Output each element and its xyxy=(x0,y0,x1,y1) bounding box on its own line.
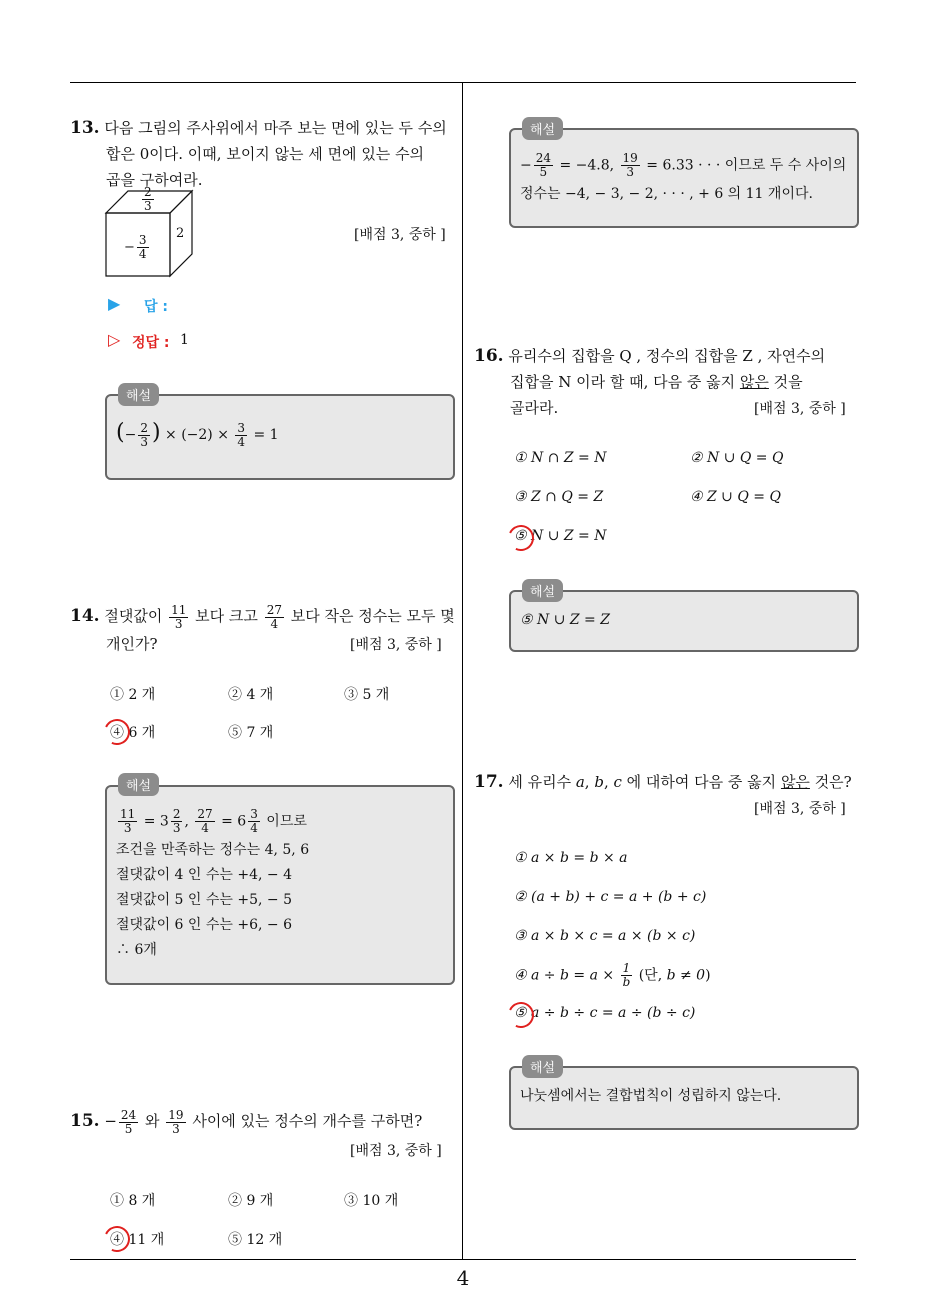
q14-number: 14. xyxy=(70,606,100,626)
q13-correct-label: 정답 : xyxy=(132,335,170,351)
q16-line3: 골라라. xyxy=(510,399,559,417)
q17-option-2[interactable]: ② (a + b) + c = a + (b + c) xyxy=(514,889,707,905)
q15-number: 15. xyxy=(70,1111,100,1131)
q13-line1: 13. 다음 그림의 주사위에서 마주 보는 면에 있는 두 수의 xyxy=(70,118,447,138)
q14-option-2[interactable]: ② 4 개 xyxy=(228,687,274,703)
q17-explain: 나눗셈에서는 결합법칙이 성립하지 않는다. xyxy=(520,1088,782,1104)
q16-score: [배점 3, 중하 ] xyxy=(754,401,846,417)
bottom-rule xyxy=(70,1259,856,1260)
page-number: 4 xyxy=(456,1266,470,1290)
q14-explain-line2: 조건을 만족하는 정수는 4, 5, 6 xyxy=(116,842,310,858)
q13-line2: 합은 0이다. 이때, 보이지 않는 세 면에 있는 수의 xyxy=(106,145,425,163)
top-rule xyxy=(70,82,856,83)
cube-top-label: $\frac{2}{3}$ xyxy=(144,185,152,213)
q15-explain-line2: 정수는 −4, − 3, − 2, · · · , + 6 의 11 개이다. xyxy=(520,186,813,202)
q17-option-1[interactable]: ① a × b = b × a xyxy=(514,850,628,866)
q14-option-1[interactable]: ① 2 개 xyxy=(110,687,156,703)
q14-explain-tag: 해설 xyxy=(118,773,159,796)
q14-option-5[interactable]: ⑤ 7 개 xyxy=(228,725,274,741)
q16-option-2[interactable]: ② N ∪ Q = Q xyxy=(690,450,784,466)
cube-right-label: 2 xyxy=(176,226,185,241)
q14-option-4[interactable]: ④ 6 개 xyxy=(110,725,156,741)
q13-score: [배점 3, 중하 ] xyxy=(354,227,446,243)
q17-option-3[interactable]: ③ a × b × c = a × (b × c) xyxy=(514,928,696,944)
q17-score: [배점 3, 중하 ] xyxy=(754,801,846,817)
q17-number: 17. xyxy=(474,772,504,792)
q15-explain-tag: 해설 xyxy=(522,117,563,140)
q13-explain-tag: 해설 xyxy=(118,383,159,406)
q16-number: 16. xyxy=(474,346,504,366)
q15-answer-mark-icon xyxy=(100,1222,133,1255)
correct-arrow-icon: ▷ xyxy=(108,330,121,349)
q13-number: 13. xyxy=(70,118,100,138)
q13-explain: (− $\frac{2}{3}$ ) × (−2) × $\frac{3}{4}$ = 1 xyxy=(116,420,279,449)
q17-answer-mark-icon xyxy=(504,998,537,1031)
q14-line2: 개인가? xyxy=(106,635,158,653)
cube-front-label: − $\frac{3}{4}$ xyxy=(124,233,147,261)
column-divider xyxy=(462,82,463,1260)
q17-line1: 17. 세 유리수 a, b, c 에 대하여 다음 중 옳지 않은 것은? xyxy=(474,772,852,792)
q15-option-5[interactable]: ⑤ 12 개 xyxy=(228,1232,283,1248)
q17-explain-tag: 해설 xyxy=(522,1055,563,1078)
q16-option-3[interactable]: ③ Z ∩ Q = Z xyxy=(514,489,604,505)
q17-option-5[interactable]: ⑤ a ÷ b ÷ c = a ÷ (b ÷ c) xyxy=(514,1005,696,1021)
q16-line2: 집합을 N 이라 할 때, 다음 중 옳지 않은 것을 xyxy=(510,373,803,391)
q16-line1: 16. 유리수의 집합을 Q , 정수의 집합을 Z , 자연수의 xyxy=(474,346,826,366)
q16-option-4[interactable]: ④ Z ∪ Q = Q xyxy=(690,489,781,505)
q14-line1: 14. 절댓값이 $\frac{11}{3}$ 보다 크고 $\frac{27}{4}$ 보다 작은 정수는 모두 몇 xyxy=(70,602,455,631)
q16-option-1[interactable]: ① N ∩ Z = N xyxy=(514,450,607,466)
q14-explain-line5: 절댓값이 6 인 수는 +6, − 6 xyxy=(116,917,293,933)
q15-line1: 15. − $\frac{24}{5}$ 와 $\frac{19}{3}$ 사이에 있는 정수의 개수를 구하면? xyxy=(70,1107,423,1136)
q13-answer-label: 답 : xyxy=(144,299,168,315)
q14-option-3[interactable]: ③ 5 개 xyxy=(344,687,390,703)
q14-explain-line6: ∴ 6개 xyxy=(116,942,157,958)
q13-line3: 곱을 구하여라. xyxy=(106,171,203,189)
q16-answer-mark-icon xyxy=(504,521,537,554)
q16-option-5[interactable]: ⑤ N ∪ Z = N xyxy=(514,528,607,544)
q15-option-4[interactable]: ④ 11 개 xyxy=(110,1232,165,1248)
q14-explain-line3: 절댓값이 4 인 수는 +4, − 4 xyxy=(116,867,293,883)
q15-option-2[interactable]: ② 9 개 xyxy=(228,1193,274,1209)
q16-explain: ⑤ N ∪ Z = Z xyxy=(520,612,610,628)
q15-option-3[interactable]: ③ 10 개 xyxy=(344,1193,399,1209)
q14-answer-mark-icon xyxy=(100,715,133,748)
q15-score: [배점 3, 중하 ] xyxy=(350,1143,442,1159)
q17-option-4[interactable]: ④ a ÷ b = a × $\frac{1}{b}$ (단, b ≠ 0) xyxy=(514,961,711,989)
q15-explain-line1: − $\frac{24}{5}$ = −4.8, $\frac{19}{3}$ = 6.33 · · · 이므로 두 수 사이의 xyxy=(520,151,847,179)
q14-score: [배점 3, 중하 ] xyxy=(350,637,442,653)
q15-option-1[interactable]: ① 8 개 xyxy=(110,1193,156,1209)
q14-explain-line1: $\frac{11}{3}$ = 3 $\frac{2}{3}$ , $\frac{27}{4}$ = 6 $\frac{3}{4}$ 이므로 xyxy=(120,807,307,835)
q16-explain-tag: 해설 xyxy=(522,579,563,602)
q14-explain-line4: 절댓값이 5 인 수는 +5, − 5 xyxy=(116,892,293,908)
q13-correct-value: 1 xyxy=(180,332,189,348)
answer-arrow-icon: ▶ xyxy=(108,294,121,313)
